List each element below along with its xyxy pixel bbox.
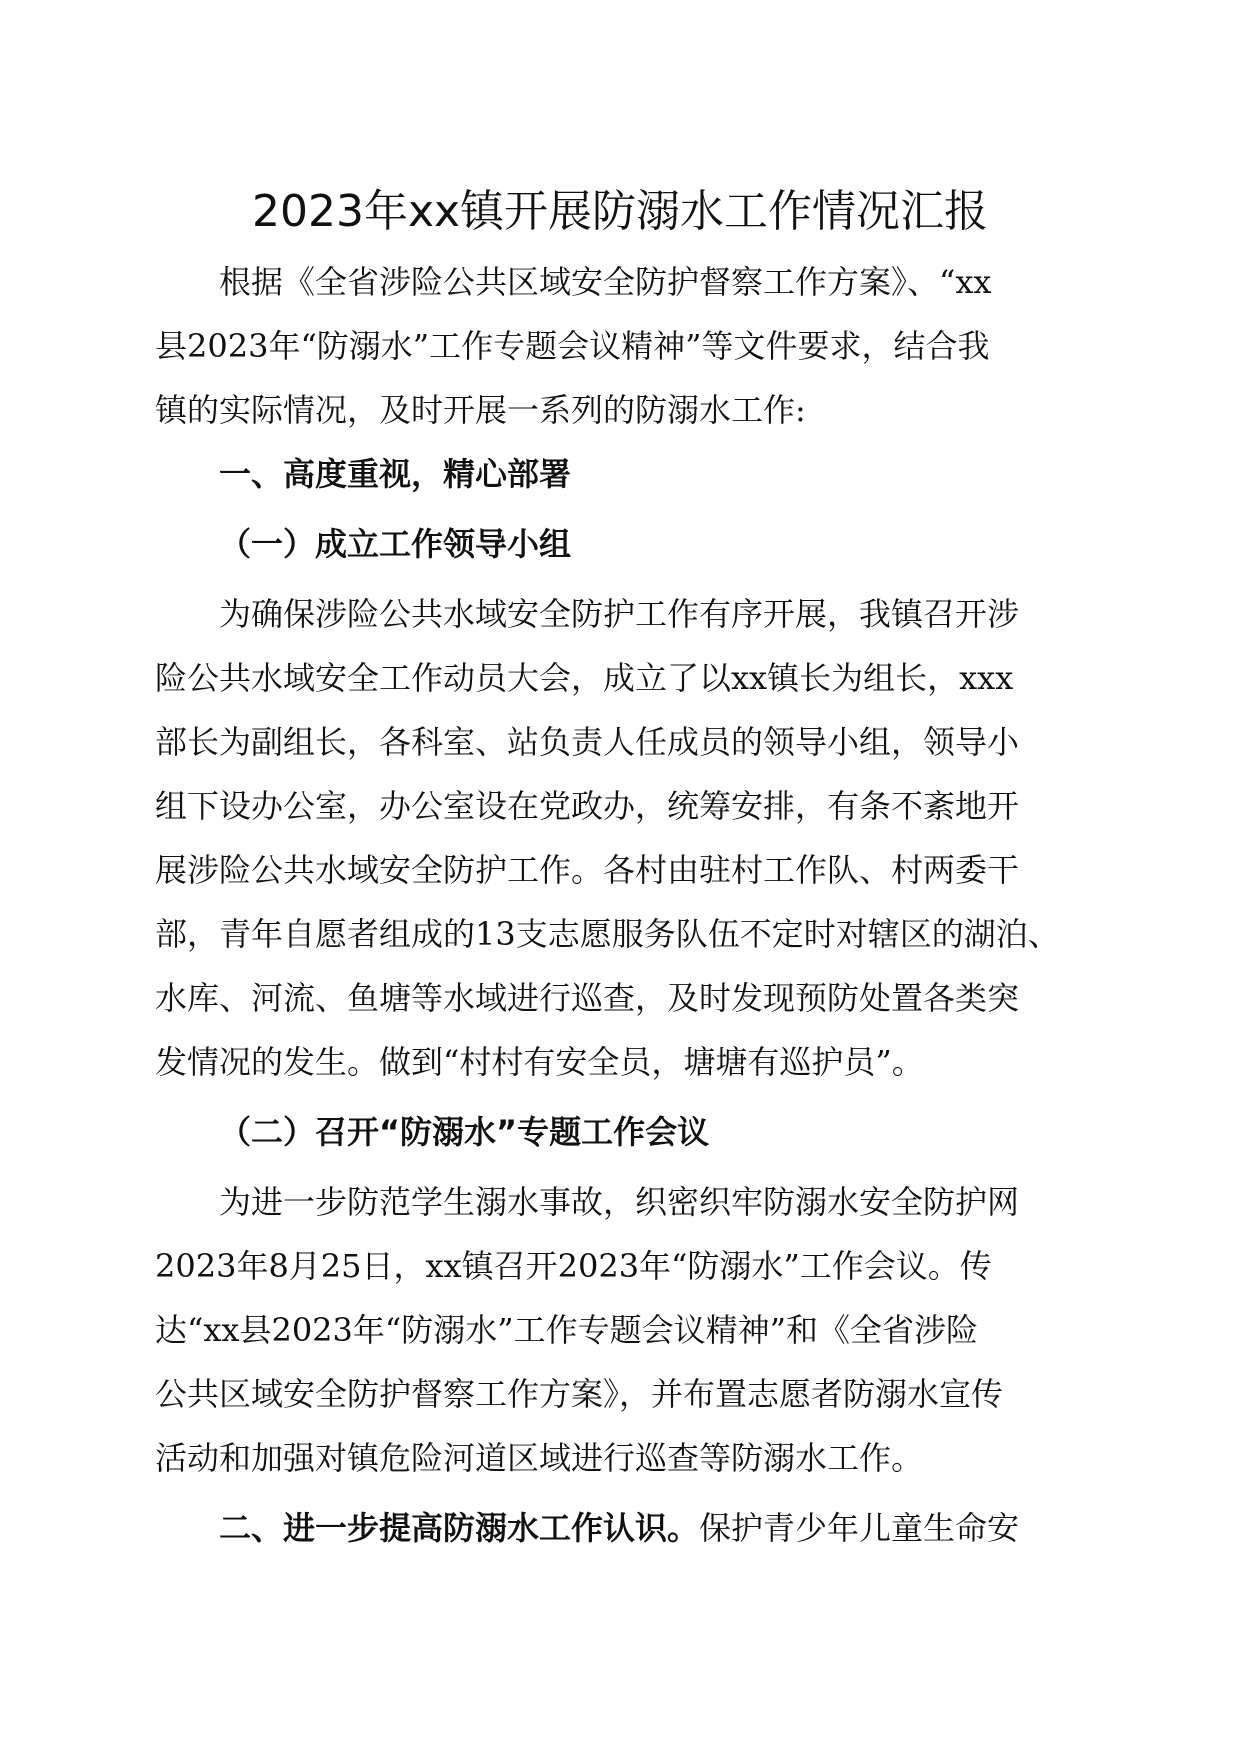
subsection-1-line-3: 部长为副组长，各科室、站负责人任成员的领导小组，领导小 xyxy=(155,723,1020,761)
section-1-heading: 一、高度重视，精心部署 xyxy=(219,455,572,493)
subsection-1-line-5: 展涉险公共水域安全防护工作。各村由驻村工作队、村两委干 xyxy=(155,851,1020,889)
section-2-paragraph xyxy=(155,1496,1085,1560)
subsection-1-line-7: 水库、河流、鱼塘等水域进行巡查，及时发现预防处置各类突 xyxy=(155,979,1020,1017)
subsection-1-line-6: 部，青年自愿者组成的13支志愿服务队伍不定时对辖区的湖泊、 xyxy=(155,915,1060,953)
subsection-2-line-2: 2023年8月25日，xx镇召开2023年“防溺水”工作会议。传 xyxy=(155,1247,992,1285)
subsection-2-heading: （二）召开“防溺水”专题工作会议 xyxy=(219,1113,710,1151)
subsection-2-line-5: 活动和加强对镇危险河道区域进行巡查等防溺水工作。 xyxy=(155,1439,924,1477)
subsection-1-heading: （一）成立工作领导小组 xyxy=(219,525,572,563)
subsection-2-line-3: 达“xx县2023年“防溺水”工作专题会议精神”和《全省涉险 xyxy=(155,1311,978,1349)
subsection-2-line-1: 为进一步防范学生溺水事故，织密织牢防溺水安全防护网 xyxy=(219,1183,1020,1221)
section-2-text: 保护青少年儿童生命安 xyxy=(699,1509,1020,1547)
subsection-2-line-4: 公共区域安全防护督察工作方案》，并布置志愿者防溺水宣传 xyxy=(155,1375,1004,1413)
subsection-1-line-1: 为确保涉险公共水域安全防护工作有序开展，我镇召开涉 xyxy=(219,595,1020,633)
subsection-1-line-2: 险公共水域安全工作动员大会，成立了以xx镇长为组长，xxx xyxy=(155,659,1014,697)
subsection-1-line-4: 组下设办公室，办公室设在党政办，统筹安排，有条不紊地开 xyxy=(155,787,1020,825)
intro-line-2: 县2023年“防溺水”工作专题会议精神”等文件要求，结合我 xyxy=(155,327,990,365)
document-title: 2023年xx镇开展防溺水工作情况汇报 xyxy=(251,186,989,237)
document-body xyxy=(155,250,1085,1560)
intro-line-3: 镇的实际情况，及时开展一系列的防溺水工作: xyxy=(155,391,806,429)
intro-line-1: 根据《全省涉险公共区域安全防护督察工作方案》、“xx xyxy=(219,263,992,301)
subsection-1-line-8: 发情况的发生。做到“村村有安全员，塘塘有巡护员”。 xyxy=(155,1043,924,1081)
section-2-heading: 二、进一步提高防溺水工作认识。 xyxy=(219,1509,700,1547)
